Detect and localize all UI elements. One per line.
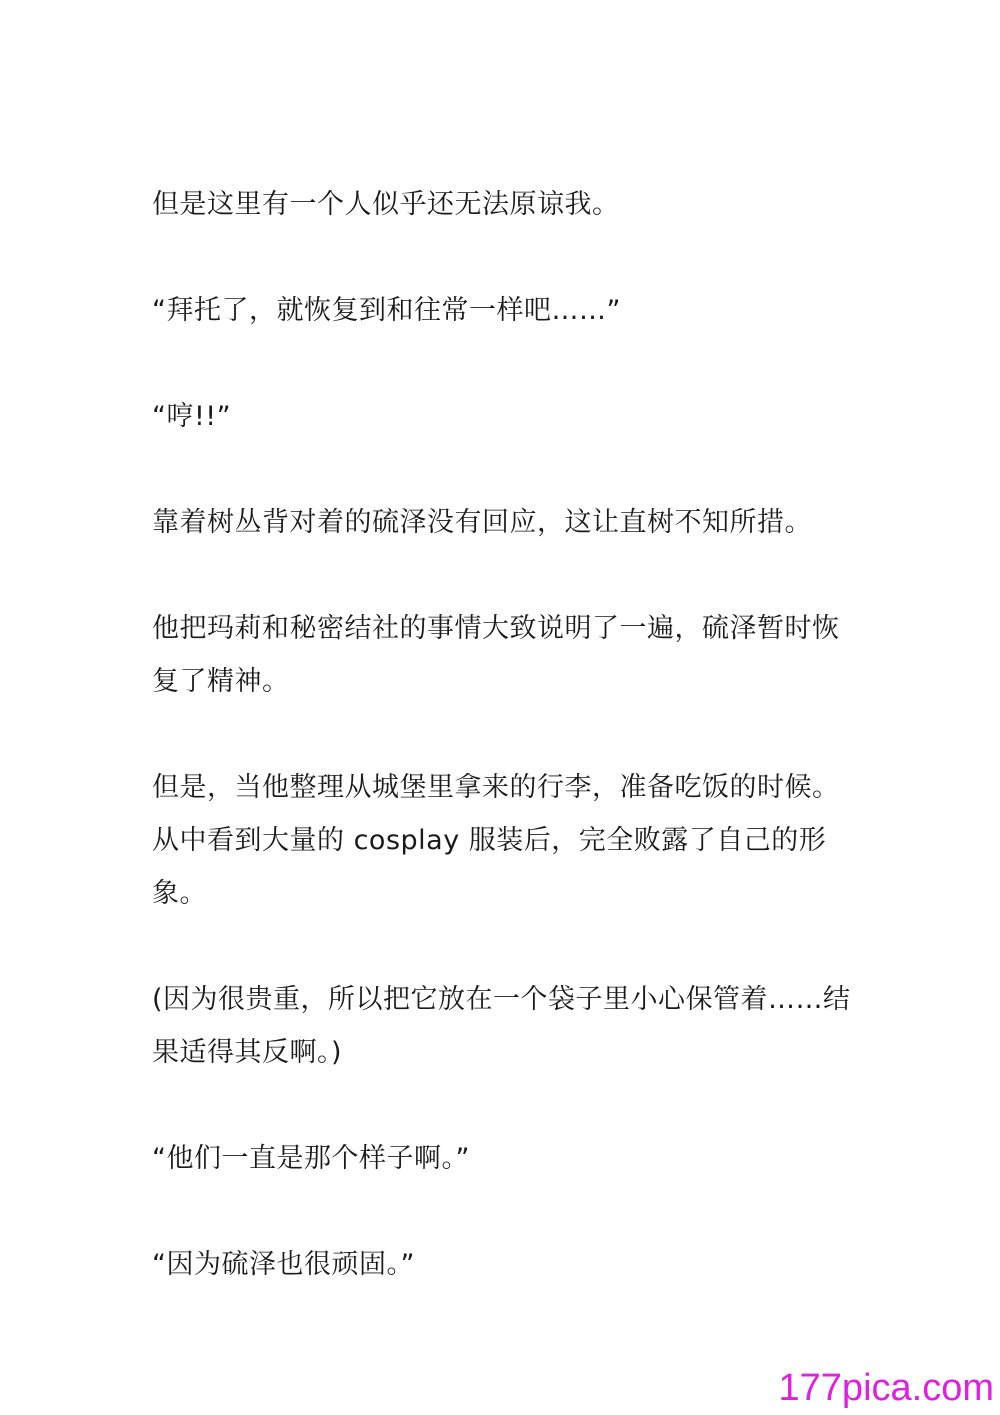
- paragraph: 他把玛莉和秘密结社的事情大致说明了一遍，硫泽暂时恢复了精神。: [152, 613, 840, 697]
- paragraph: “拜托了，就恢复到和往常一样吧……”: [152, 295, 621, 326]
- paragraph: “他们一直是那个样子啊。”: [152, 1143, 470, 1174]
- watermark: 177pica.com: [778, 1367, 994, 1409]
- paragraph: “哼!!”: [152, 401, 232, 432]
- paragraph: “因为硫泽也很顽固。”: [152, 1249, 415, 1280]
- paragraph: 但是，当他整理从城堡里拿来的行李，准备吃饭的时候。从中看到大量的 cosplay 服装后，完全败露了自己的形象。: [152, 772, 840, 909]
- paragraph: 但是这里有一个人似乎还无法原谅我。: [152, 189, 620, 220]
- paragraph: (因为很贵重，所以把它放在一个袋子里小心保管着……结果适得其反啊。): [152, 984, 851, 1068]
- document-body: [152, 178, 857, 1291]
- paragraph: 靠着树丛背对着的硫泽没有回应，这让直树不知所措。: [152, 507, 812, 538]
